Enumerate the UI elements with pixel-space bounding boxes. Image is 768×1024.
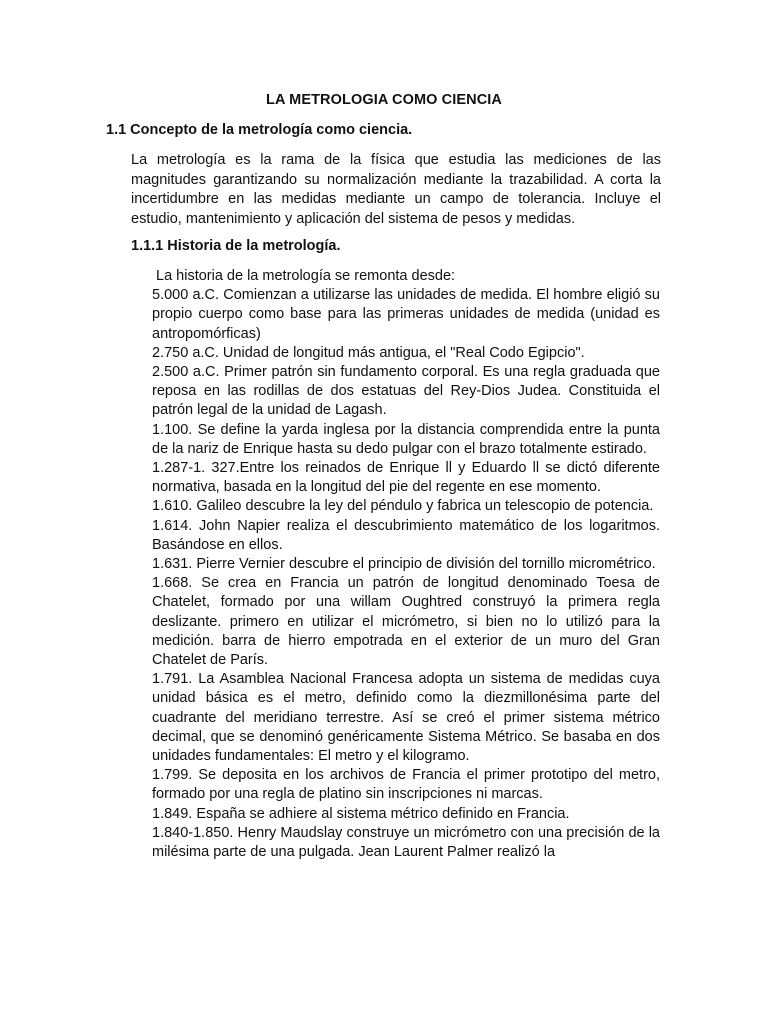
history-item: 5.000 a.C. Comienzan a utilizarse las unidades de medida. El hombre eligió su propio cuerpo como base para las primeras unidades de medida (unidad es antropomórficas): [152, 287, 660, 342]
history-item: 1.610. Galileo descubre la ley del péndulo y fabrica un telescopio de potencia.: [152, 498, 654, 515]
history-item: 1.791. La Asamblea Nacional Francesa adopta un sistema de medidas cuya unidad básica es el metro, definido como la diezmillonésima parte del cuadrante del meridiano terrestre. Así se creó el primer sistema métrico decimal, que se denominó genéricamente Sistema Métrico. Se basaba en dos unidades fundamentales: El metro y el kilogramo.: [152, 671, 660, 765]
document-title: LA METROLOGIA COMO CIENCIA: [266, 92, 502, 108]
history-item: 2.750 a.C. Unidad de longitud más antigua, el "Real Codo Egipcio".: [152, 344, 585, 361]
history-lead: La historia de la metrología se remonta desde:: [156, 268, 456, 284]
history-item: 1.668. Se crea en Francia un patrón de longitud denominado Toesa de Chatelet, formado por una willam Oughtred construyó la primera regla deslizante. primero en utilizar el micrómetro, si bien no lo utilizó para la medición. barra de hierro empotrada en el exterior de un muro del Gran Chatelet de París.: [152, 575, 660, 669]
history-item: 1.840-1.850. Henry Maudslay construye un micrómetro con una precisión de la milésima parte de una pulgada. Jean Laurent Palmer realizó la: [152, 824, 660, 861]
history-list: [152, 267, 660, 862]
history-item: 1.631. Pierre Vernier descubre el principio de división del tornillo micrométrico.: [152, 556, 656, 573]
history-item: 1.849. España se adhiere al sistema métrico definido en Francia.: [152, 805, 570, 822]
history-item: 1.100. Se define la yarda inglesa por la distancia comprendida entre la punta de la nariz de Enrique hasta su dedo pulgar con el brazo totalmente estirado.: [152, 421, 660, 457]
section-heading: 1.1 Concepto de la metrología como ciencia.: [106, 122, 413, 138]
history-item: 1.614. John Napier realiza el descubrimiento matemático de los logaritmos. Basándose en ellos.: [152, 517, 660, 553]
intro-paragraph: La metrología es la rama de la física que estudia las mediciones de las magnitudes garantizando su normalización mediante la trazabilidad. A corta la incertidumbre en las medidas mediante un campo de tolerancia. Incluye el estudio, mantenimiento y aplicación del sistema de pesos y medidas.: [131, 152, 661, 227]
subsection-heading: 1.1.1 Historia de la metrología.: [131, 238, 341, 254]
history-item: 1.287-1. 327.Entre los reinados de Enrique ll y Eduardo ll se dictó diferente normativa, basada en la longitud del pie del regente en ese momento.: [152, 460, 660, 496]
history-item: 1.799. Se deposita en los archivos de Francia el primer prototipo del metro, formado por una regla de platino sin inscripciones ni marcas.: [152, 767, 660, 803]
history-item: 2.500 a.C. Primer patrón sin fundamento corporal. Es una regla graduada que reposa en las rodillas de dos estatuas del Rey-Dios Judea. Constituida el patrón legal de la unidad de Lagash.: [152, 364, 660, 419]
